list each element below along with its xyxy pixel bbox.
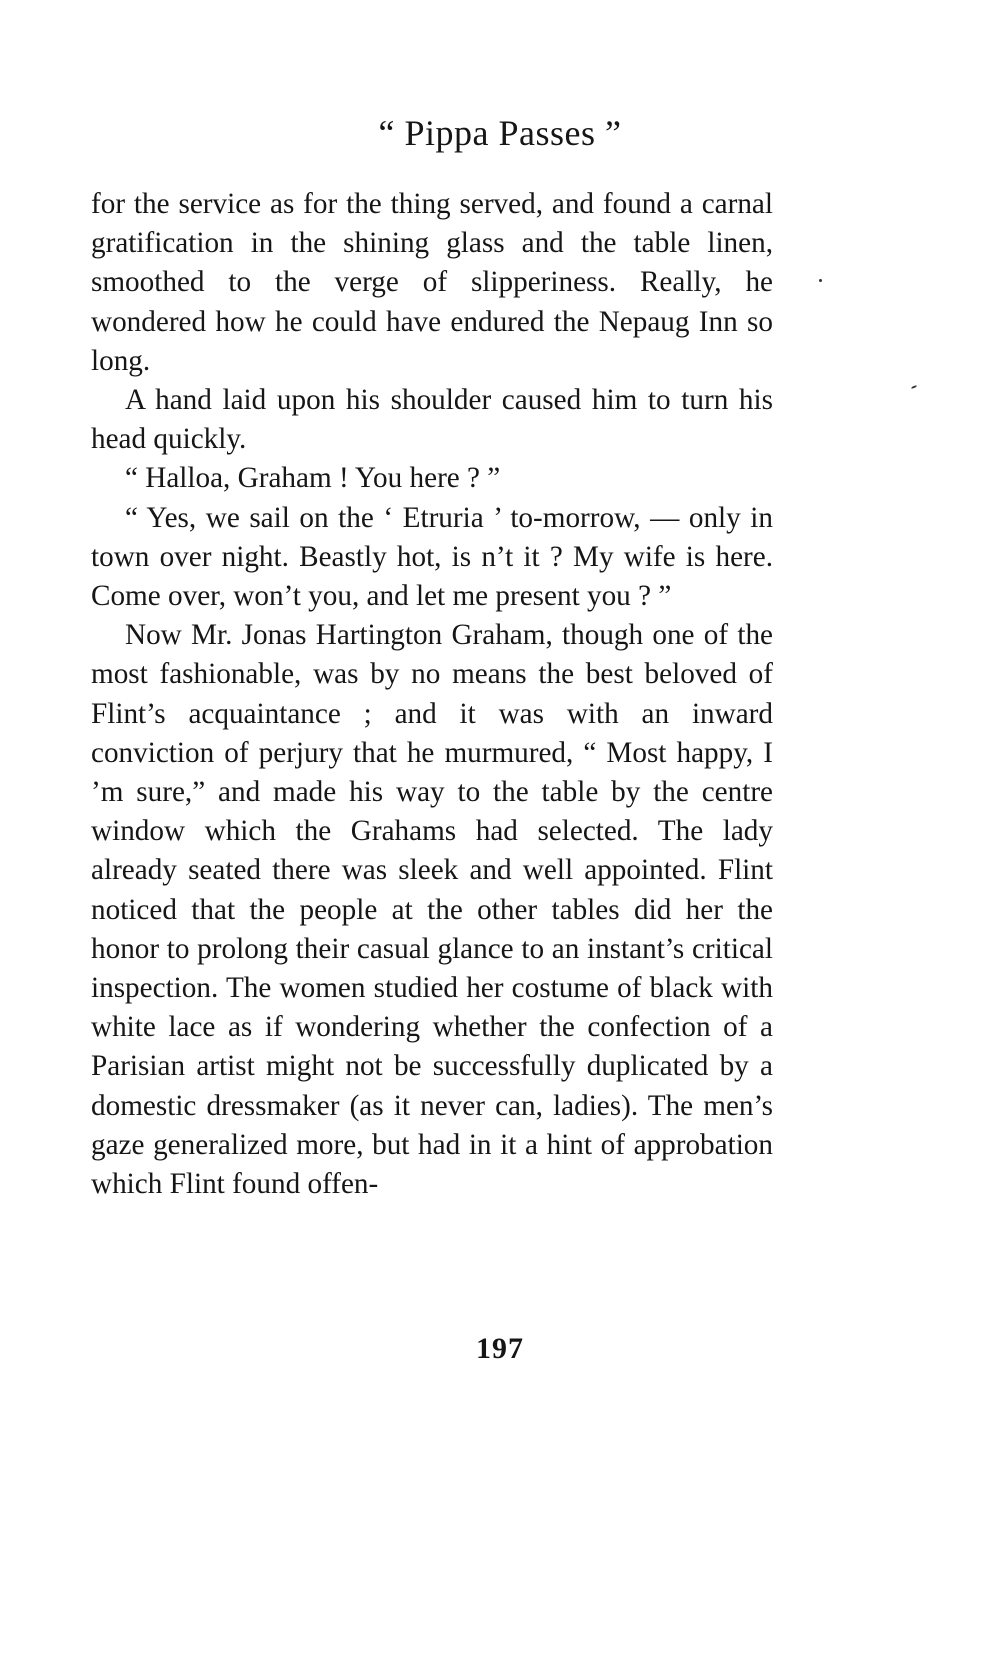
body-text bbox=[91, 185, 773, 1204]
running-header: “ Pippa Passes ” bbox=[378, 113, 622, 153]
paragraph: A hand laid upon his shoulder caused him to turn his head quickly. bbox=[91, 384, 773, 456]
paragraph: “ Halloa, Graham ! You here ? ” bbox=[125, 462, 501, 495]
paragraph: for the service as for the thing served, and found a carnal gratification in the shining glass and the table linen, smoothed to the verge of slipperiness. Really, he wondered how he could have endured the Nepaug Inn so long. bbox=[91, 188, 773, 377]
scan-speck bbox=[911, 385, 917, 389]
page-number: 197 bbox=[476, 1332, 524, 1365]
paragraph: Now Mr. Jonas Hartington Graham, though one of the most fashionable, was by no means the best beloved of Flint’s acquaintance ; and it was with an inward conviction of perjury that he murmured, “ Most happy, I ’m sure,” and made his way to the table by the centre window which the Grahams had selected. The lady already seated there was sleek and well appointed. Flint noticed that the people at the other tables did her the honor to prolong their casual glance to an instant’s critical inspection. The women studied her costume of black with white lace as if wondering whether the confection of a Parisian artist might not be successfully duplicated by a domestic dressmaker (as it never can, ladies). The men’s gaze generalized more, but had in it a hint of approbation which Flint found offen- bbox=[91, 619, 773, 1201]
paragraph: “ Yes, we sail on the ‘ Etruria ’ to-morrow, — only in town over night. Beastly hot, is n’t it ? My wife is here. Come over, won’t you, and let me present you ? ” bbox=[91, 501, 773, 613]
scan-speck bbox=[819, 279, 822, 282]
